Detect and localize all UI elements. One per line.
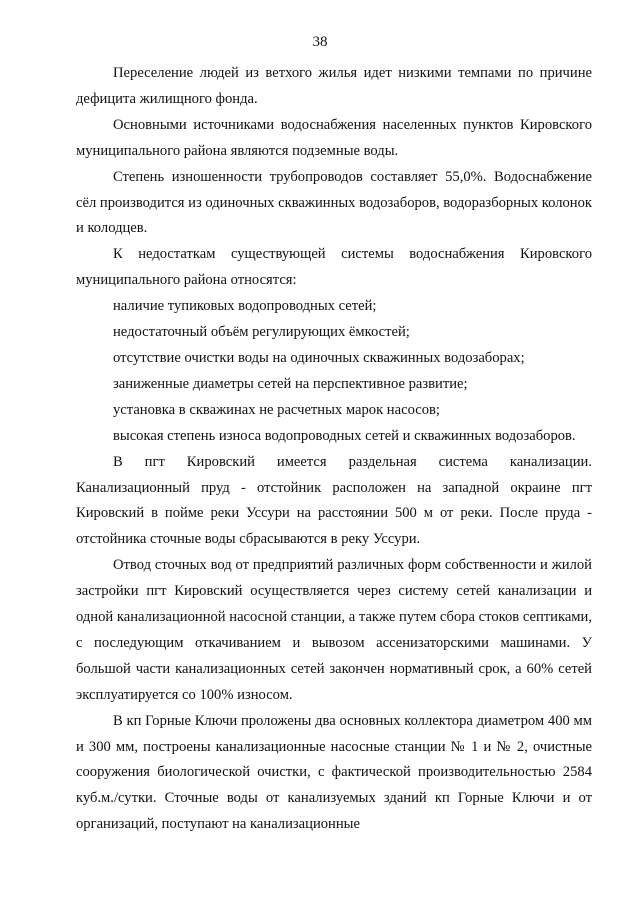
paragraph-sewerage-kirovsky: В пгт Кировский имеется раздельная система канализации. Канализационный пруд - отстойник расположен на западной окраине пгт Кировский в пойме реки Уссури на расстоянии 500 м от реки. После пруда - отстойника сточные воды сбрасываются в реку Уссури. — [76, 453, 592, 548]
list-item: наличие тупиковых водопроводных сетей; — [113, 298, 377, 315]
list-item: заниженные диаметры сетей на перспективное развитие; — [113, 375, 468, 392]
list-item: высокая степень износа водопроводных сетей и скважинных водозаборов. — [113, 427, 576, 444]
list-item: установка в скважинах не расчетных марок насосов; — [113, 401, 440, 418]
paragraph-shortcomings-intro: К недостаткам существующей системы водоснабжения Кировского муниципального района относятся: — [76, 246, 592, 289]
page-number: 38 — [312, 34, 328, 50]
paragraph-resettlement: Переселение людей из ветхого жилья идет низкими темпами по причине дефицита жилищного фонда. — [76, 65, 592, 107]
list-item: недостаточный объём регулирующих ёмкостей; — [113, 324, 410, 341]
paragraph-wastewater-disposal: Отвод сточных вод от предприятий различных форм собственности и жилой застройки пгт Кировский осуществляется через систему сетей канализации и одной канализационной насосной станции, а также путем сбора стоков септиками, с последующим откачиванием и вывозом ассенизаторскими машинами. У большой части канализационных сетей закончен нормативный срок, а 60% сетей эксплуатируется со 100% износом. — [76, 557, 592, 703]
paragraph-pipeline-wear: Степень изношенности трубопроводов составляет 55,0%. Водоснабжение сёл производится из одиночных скважинных водозаборов, водоразборных колонок и колодцев. — [76, 168, 593, 237]
document-body — [76, 61, 592, 838]
list-item: отсутствие очистки воды на одиночных скважинных водозаборах; — [113, 349, 525, 366]
paragraph-gornye-klyuchi: В кп Горные Ключи проложены два основных коллектора диаметром 400 мм и 300 мм, построены канализационные насосные станции № 1 и № 2, очистные сооружения биологической очистки, с фактической производительностью 2584 куб.м./сутки. Сточные воды от канализуемых зданий кп Горные Ключи и от организаций, поступают на канализационные — [76, 712, 592, 833]
paragraph-water-sources: Основными источниками водоснабжения населенных пунктов Кировского муниципального района являются подземные воды. — [76, 116, 592, 159]
